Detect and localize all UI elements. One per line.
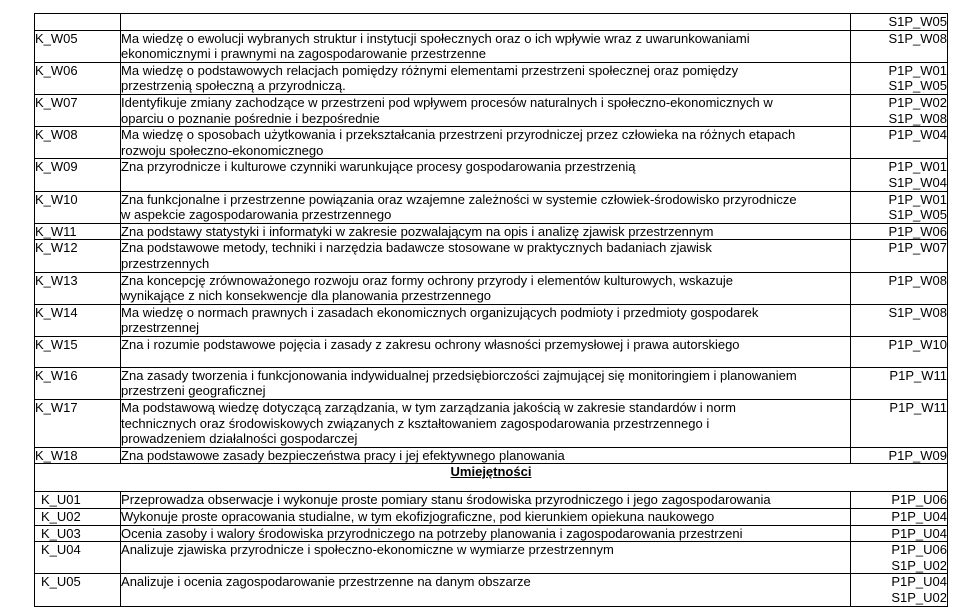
outcome-description-line: technicznych oraz środowiskowych związanych z kształtowaniem zagospodarowania przestrzennego i: [121, 415, 710, 431]
reference-effects-cell: [850, 127, 947, 159]
reference-effect-code: P1P_W01: [888, 191, 947, 207]
outcome-code-cell: [35, 127, 121, 159]
reference-effect-code: P1P_W01: [888, 159, 947, 175]
outcome-code-cell: [35, 542, 121, 574]
outcome-description-line: oparciu o poznanie pośrednie i bezpośrednie: [121, 110, 380, 126]
skill-outcome-row: [35, 542, 948, 574]
outcome-code: K_U03: [41, 525, 81, 541]
outcome-description-line: Ma wiedzę o normach prawnych i zasadach ekonomicznych organizujących podmioty i przedmioty gospodarek: [121, 304, 759, 320]
reference-effect-code: S1P_W05: [888, 78, 947, 94]
reference-effects-cell: [850, 159, 947, 191]
skill-outcome-row: [35, 574, 948, 606]
outcome-code-cell: [35, 509, 121, 526]
knowledge-outcome-row: [35, 240, 948, 272]
outcome-description-line: przestrzeni geograficznej: [121, 383, 266, 399]
outcome-code: K_W13: [35, 272, 78, 288]
skills-section-header-row: [35, 464, 948, 492]
reference-effect-code: S1P_W05: [888, 207, 947, 223]
outcome-description-line: Wykonuje proste opracowania studialne, w tym ekofizjograficzne, pod kierunkiem opiekuna naukowego: [121, 509, 715, 525]
knowledge-outcome-row: [35, 272, 948, 304]
learning-outcomes-table: [34, 13, 948, 607]
outcome-description-cell: [121, 509, 851, 526]
outcome-code-cell: [35, 367, 121, 399]
skills-section-header-cell: [35, 464, 948, 492]
outcome-description-line: Zna funkcjonalne i przestrzenne powiązania oraz wzajemne zależności w systemie człowiek-środowisko przyrodnicze: [121, 191, 797, 207]
outcome-description-line: Ma wiedzę o sposobach użytkowania i przekształcania przestrzeni przyrodniczej przez człowieka na różnych etapach: [121, 127, 796, 143]
outcome-description-cell: [121, 574, 851, 606]
learning-outcomes-document: [34, 13, 948, 607]
reference-effect-code: P1P_W07: [888, 240, 947, 256]
outcome-code: K_U01: [41, 492, 81, 508]
outcome-code: K_W11: [35, 223, 77, 239]
reference-effect-code: S1P_W08: [888, 110, 947, 126]
reference-effect-code: P1P_U04: [891, 509, 947, 525]
reference-effect-code: S1P_W08: [888, 304, 947, 320]
outcome-code: K_W14: [35, 304, 78, 320]
reference-effects-cell: [850, 542, 947, 574]
reference-effect-code: P1P_W11: [889, 400, 947, 416]
outcome-description-line: wynikające z nich konsekwencje dla planowania przestrzennego: [121, 288, 492, 304]
outcome-description-cell: [121, 542, 851, 574]
outcome-code-cell: [35, 223, 121, 240]
reference-effects-cell: [850, 367, 947, 399]
outcome-description-line: Zna zasady tworzenia i funkcjonowania indywidualnej przedsiębiorczości zajmującej się monitoringiem i planowaniem: [121, 367, 797, 383]
outcome-code: K_W10: [35, 191, 78, 207]
outcome-description-line: prowadzeniem działalności gospodarczej: [121, 431, 358, 447]
outcome-code-cell: [35, 159, 121, 191]
reference-effect-code: P1P_W09: [888, 447, 947, 463]
outcome-code-cell: [35, 62, 121, 94]
outcome-description-line: Ocenia zasoby i walory środowiska przyrodniczego na potrzeby planowania i zagospodarowania przestrzeni: [121, 525, 743, 541]
outcome-description-line: przestrzennej: [121, 320, 200, 336]
reference-effects-cell: [850, 492, 947, 509]
knowledge-outcome-row: [35, 447, 948, 464]
outcome-description-cell: [121, 367, 851, 399]
skill-outcome-row: [35, 525, 948, 542]
reference-effect-code: P1P_W02: [888, 94, 947, 110]
reference-effects-cell: [850, 62, 947, 94]
reference-effects-cell: [850, 14, 947, 31]
outcome-description-line: Identyfikuje zmiany zachodzące w przestrzeni pod wpływem procesów naturalnych i społeczno-ekonomicznych w: [121, 94, 773, 110]
skills-section-title: Umiejętności: [450, 464, 532, 480]
outcome-description-line: przestrzennych: [121, 255, 210, 271]
reference-effect-code: P1P_W06: [888, 223, 947, 239]
outcome-code-cell: [35, 400, 121, 448]
outcome-code-cell: [35, 14, 121, 31]
outcome-description-line: Zna przyrodnicze i kulturowe czynniki warunkujące procesy gospodarowania przestrzenią: [121, 159, 636, 175]
outcome-code: K_W05: [35, 30, 78, 46]
reference-effect-code: P1P_W01: [888, 62, 947, 78]
outcome-description-cell: [121, 447, 851, 464]
outcome-description-line: Zna koncepcję zrównoważonego rozwoju oraz formy ochrony przyrody i elementów kulturowych, wskazuje: [121, 272, 734, 288]
outcome-code: K_W18: [35, 447, 78, 463]
outcome-code: K_W16: [35, 367, 78, 383]
reference-effect-code: S1P_W05: [888, 14, 947, 29]
outcome-description-line: ekonomicznymi i prawnymi na zagospodarowanie przestrzenne: [121, 46, 486, 62]
outcome-code-cell: [35, 447, 121, 464]
outcome-description-cell: [121, 127, 851, 159]
knowledge-outcome-row: [35, 191, 948, 223]
outcome-code: K_W15: [35, 336, 78, 352]
outcome-description-line: przestrzenią społeczną a przyrodniczą.: [121, 78, 346, 94]
outcome-description-cell: [121, 191, 851, 223]
knowledge-outcome-row: [35, 159, 948, 191]
outcome-code-cell: [35, 525, 121, 542]
outcome-description-line: Ma wiedzę o podstawowych relacjach pomiędzy różnymi elementami przestrzeni społecznej oraz pomiędzy: [121, 62, 739, 78]
reference-effect-code: P1P_W08: [888, 272, 947, 288]
outcome-code: K_W06: [35, 62, 78, 78]
outcome-code-cell: [35, 240, 121, 272]
outcome-code: K_U04: [41, 542, 81, 558]
outcome-description-line: w aspekcie zagospodarowania przestrzennego: [121, 207, 392, 223]
outcome-description-line: Analizuje zjawiska przyrodnicze i społeczno-ekonomiczne w wymiarze przestrzennym: [121, 542, 614, 558]
reference-effect-code: P1P_W11: [889, 367, 947, 383]
knowledge-outcome-row: [35, 30, 948, 62]
outcome-description-cell: [121, 492, 851, 509]
outcome-description-line: Zna podstawy statystyki i informatyki w zakresie pozwalającym na opis i analizę zjawisk przestrzennym: [121, 223, 714, 239]
outcome-code: K_W09: [35, 159, 78, 175]
reference-effects-cell: [850, 400, 947, 448]
outcome-code: K_W07: [35, 94, 78, 110]
outcome-code: K_W08: [35, 127, 78, 143]
outcome-code-cell: [35, 492, 121, 509]
learning-outcomes-table-body: [35, 14, 948, 607]
outcome-code: K_W12: [35, 240, 78, 256]
outcome-code-cell: [35, 30, 121, 62]
outcome-description-cell: [121, 223, 851, 240]
reference-effect-code: P1P_U06: [891, 542, 947, 558]
outcome-description-line: Analizuje i ocenia zagospodarowanie przestrzenne na danym obszarze: [121, 574, 531, 590]
outcome-description-cell: [121, 240, 851, 272]
reference-effects-cell: [850, 191, 947, 223]
outcome-description-cell: [121, 272, 851, 304]
reference-effects-cell: [850, 574, 947, 606]
outcome-description-line: Zna podstawowe metody, techniki i narzędzia badawcze stosowane w praktycznych badaniach zjawisk: [121, 240, 712, 256]
outcome-code-cell: [35, 272, 121, 304]
outcome-code: K_U02: [41, 509, 81, 525]
outcome-description-line: Przeprowadza obserwacje i wykonuje proste pomiary stanu środowiska przyrodniczego i jego zagospodarowania: [121, 492, 771, 508]
outcome-code-cell: [35, 94, 121, 126]
reference-effect-code: S1P_U02: [891, 557, 947, 573]
reference-effect-code: S1P_W04: [888, 174, 947, 190]
reference-effect-code: S1P_U02: [891, 590, 947, 605]
outcome-description-cell: [121, 159, 851, 191]
reference-effects-cell: [850, 94, 947, 126]
outcome-code-cell: [35, 336, 121, 367]
reference-effects-cell: [850, 304, 947, 336]
knowledge-outcome-row: [35, 127, 948, 159]
outcome-description-line: rozwoju społeczno-ekonomicznego: [121, 142, 324, 158]
reference-effects-cell: [850, 30, 947, 62]
reference-effects-cell: [850, 240, 947, 272]
knowledge-outcome-row: [35, 304, 948, 336]
reference-effects-cell: [850, 509, 947, 526]
outcome-code: K_U05: [41, 574, 81, 590]
knowledge-outcome-row: [35, 367, 948, 399]
outcome-code-cell: [35, 574, 121, 606]
reference-effects-cell: [850, 525, 947, 542]
reference-effect-code: P1P_U04: [891, 574, 947, 590]
outcome-description-line: Zna podstawowe zasady bezpieczeństwa pracy i jej efektywnego planowania: [121, 447, 565, 463]
knowledge-outcome-row: [35, 94, 948, 126]
reference-effect-code: P1P_U06: [891, 492, 947, 508]
reference-effect-code: P1P_W10: [888, 336, 947, 352]
skill-outcome-row: [35, 509, 948, 526]
knowledge-outcome-row: [35, 400, 948, 448]
reference-effects-cell: [850, 223, 947, 240]
outcome-description-cell: [121, 336, 851, 367]
outcome-description-cell: [121, 304, 851, 336]
outcome-code-cell: [35, 304, 121, 336]
outcome-description-cell: [121, 62, 851, 94]
outcome-description-cell: [121, 94, 851, 126]
outcome-description-cell: [121, 14, 851, 31]
reference-effect-code: P1P_W04: [888, 127, 947, 143]
outcome-description-cell: [121, 525, 851, 542]
knowledge-outcome-row: [35, 62, 948, 94]
outcome-description-cell: [121, 30, 851, 62]
outcome-code-cell: [35, 191, 121, 223]
skill-outcome-row: [35, 492, 948, 509]
outcome-description-line: Ma podstawową wiedzę dotyczącą zarządzania, w tym zarządzania jakością w zakresie standardów i norm: [121, 400, 736, 416]
outcome-description-line: Ma wiedzę o ewolucji wybranych struktur i instytucji społecznych oraz o ich wpływie wraz z uwarunkowaniami: [121, 30, 750, 46]
knowledge-outcome-row: [35, 336, 948, 367]
reference-effects-cell: [850, 336, 947, 367]
reference-effect-code: P1P_U04: [891, 525, 947, 541]
knowledge-outcome-row: [35, 14, 948, 31]
reference-effects-cell: [850, 447, 947, 464]
outcome-code: K_W17: [35, 400, 78, 416]
reference-effects-cell: [850, 272, 947, 304]
reference-effect-code: S1P_W08: [888, 30, 947, 46]
knowledge-outcome-row: [35, 223, 948, 240]
outcome-description-line: Zna i rozumie podstawowe pojęcia i zasady z zakresu ochrony własności przemysłowej i prawa autorskiego: [121, 336, 740, 352]
outcome-description-cell: [121, 400, 851, 448]
